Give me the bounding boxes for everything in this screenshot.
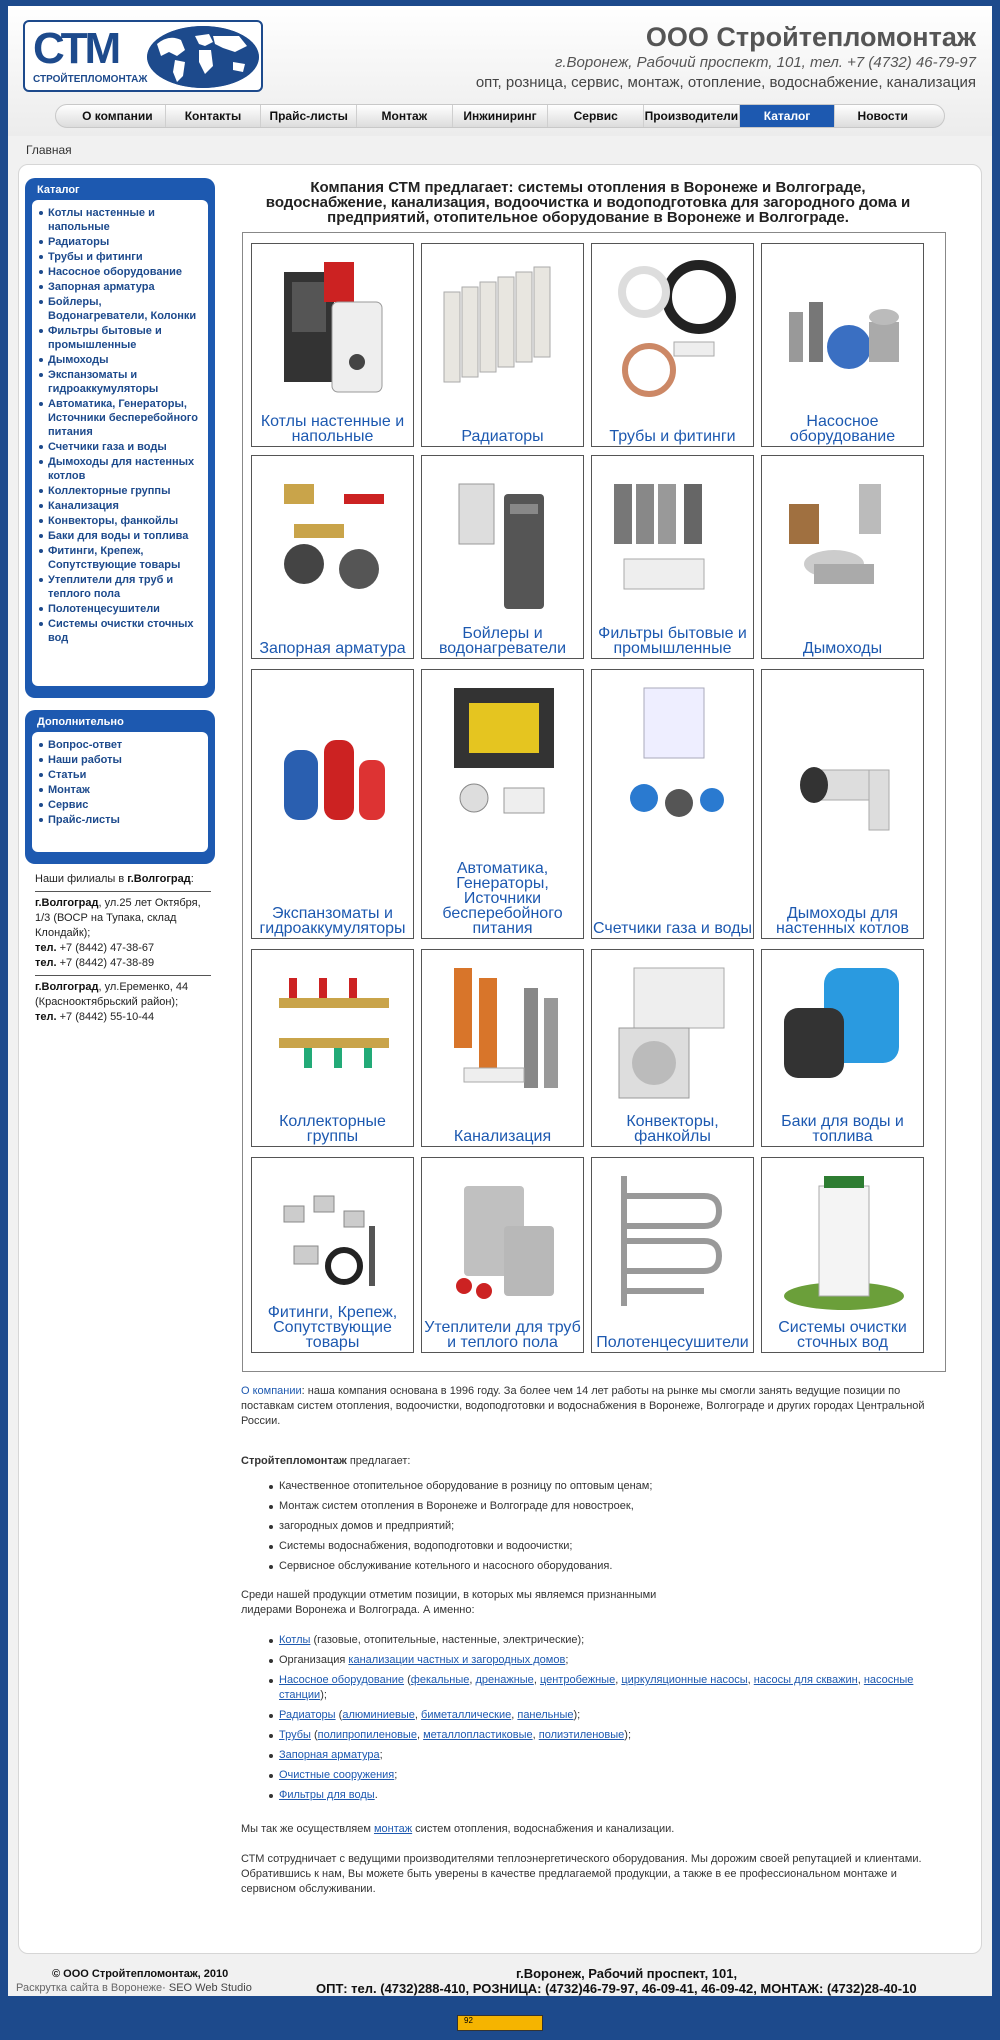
product-list-item: Запорная арматура; <box>269 1748 941 1763</box>
footer-address: г.Воронеж, Рабочий проспект, 101, <box>516 1966 738 1981</box>
nav-manufacturers[interactable]: Производители <box>644 105 740 127</box>
branch-1: г.Волгоград, ул.25 лет Октября, 1/3 (ВОСР на Тупака, склад Клондайк); тел. +7 (8442) 47-38-67 тел. +7 (8442) 47-38-89 <box>35 897 201 969</box>
catalog-item[interactable]: Дымоходы <box>38 353 202 367</box>
extra-item[interactable]: Вопрос-ответ <box>38 738 202 752</box>
product-card-boilers[interactable] <box>251 243 414 447</box>
closing-paragraph: СТМ сотрудничает с ведущими производителями теплоэнергетического оборудования. Мы дорожим своей репутацией и клиентами. Обратившись к нам, Вы можете быть уверены в качестве предлагаемой продукции, а также в ее профессиональном монтаже и сервисном обслуживании. <box>241 1853 922 1895</box>
site-header <box>8 6 992 136</box>
site-footer <box>8 1964 992 1996</box>
sewage-link[interactable]: канализации частных и загородных домов <box>348 1654 566 1666</box>
kotly-link[interactable]: Котлы <box>279 1634 311 1646</box>
nav-installation[interactable]: Монтаж <box>357 105 453 127</box>
water-filters-link[interactable]: Фильтры для воды <box>279 1789 375 1801</box>
catalog-item[interactable]: Баки для воды и топлива <box>38 529 202 543</box>
product-label: Конвекторы, фанкойлы <box>626 1113 719 1145</box>
extra-item[interactable]: Статьи <box>38 768 202 782</box>
product-list-item: Насосное оборудование (фекальные, дренажные, центробежные, циркуляционные насосы, насосы для скважин, насосные станции); <box>269 1673 941 1703</box>
branch-2: г.Волгоград, ул.Еременко, 44 (Краснооктябрьский район); тел. +7 (8442) 55-10-44 <box>35 981 189 1023</box>
coaxial-chimney-icon <box>774 710 912 860</box>
product-label: Системы очистки сточных вод <box>778 1319 907 1351</box>
product-card-tanks[interactable] <box>761 949 924 1147</box>
extra-item[interactable]: Наши работы <box>38 753 202 767</box>
catalog-item[interactable]: Фильтры бытовые и промышленные <box>38 324 202 352</box>
extra-item[interactable]: Сервис <box>38 798 202 812</box>
pipes-pp-link[interactable]: полипропиленовые <box>317 1729 417 1741</box>
product-list-item: Очистные сооружения; <box>269 1768 941 1783</box>
catalog-item[interactable]: Котлы настенные и напольные <box>38 206 202 234</box>
product-card-towel-dryers[interactable] <box>591 1157 754 1353</box>
about-paragraph: О компании: наша компания основана в 1996 году. За более чем 14 лет работы на рынке мы смогли занять ведущие позиции по поставкам систем отопления, водоочистки, водоподготовки и водоснабжения в Воронеже, Волгограде и других городах Центральной России. <box>241 1385 925 1427</box>
leaders-paragraph: Среди нашей продукции отметим позиции, в которых мы являемся признанными лидерами Воронежа и Волгограда. А именно: <box>241 1589 657 1616</box>
pumps-link[interactable]: Насосное оборудование <box>279 1674 405 1686</box>
catalog-item[interactable]: Экспанзоматы и гидроаккумуляторы <box>38 368 202 396</box>
pumps-fecal-link[interactable]: фекальные <box>410 1674 470 1686</box>
breadcrumb[interactable]: Главная <box>26 143 72 157</box>
nav-catalog[interactable]: Каталог <box>740 105 836 127</box>
seo-credit: Раскрутка сайта в Воронеже· SEO Web Studio <box>16 1982 252 1994</box>
product-list-item: Радиаторы (алюминиевые, биметаллические, панельные); <box>269 1708 941 1723</box>
catalog-panel-title: Каталог <box>37 184 80 196</box>
branches <box>35 872 211 1025</box>
product-label: Коллекторные группы <box>279 1113 386 1145</box>
septic-icon <box>774 1166 912 1316</box>
manifold-icon <box>264 958 402 1108</box>
extra-list <box>32 732 208 852</box>
product-card-fittings[interactable] <box>251 1157 414 1353</box>
sewage-pipe-icon <box>434 958 572 1108</box>
tank-icon <box>264 710 402 860</box>
main-nav <box>55 104 945 128</box>
product-card-chimneys[interactable] <box>761 455 924 659</box>
product-label: Дымоходы для настенных котлов <box>775 905 909 937</box>
catalog-item[interactable]: Утеплители для труб и теплого пола <box>38 573 202 601</box>
product-label: Трубы и фитинги <box>609 428 736 445</box>
radiators-panel-link[interactable]: панельные <box>517 1709 574 1721</box>
product-card-expansion-tanks[interactable] <box>251 669 414 939</box>
products-list <box>241 1633 941 1808</box>
product-list-item: Трубы (полипропиленовые, металлопластиковые, полиэтиленовые); <box>269 1728 941 1743</box>
product-card-convectors[interactable] <box>591 949 754 1147</box>
pumps-station-link[interactable]: насосные станции <box>279 1674 914 1701</box>
insulation-icon <box>434 1166 572 1316</box>
boiler-icon <box>264 252 402 402</box>
page <box>8 6 992 1996</box>
offer-item: Монтаж систем отопления в Воронеже и Волгограде для новостроек, <box>269 1499 941 1514</box>
pipes-pe-link[interactable]: полиэтиленовые <box>538 1729 625 1741</box>
catalog-item[interactable]: Радиаторы <box>38 235 202 249</box>
catalog-list <box>32 200 208 686</box>
offer-item: загородных домов и предприятий; <box>269 1519 941 1534</box>
catalog-item[interactable]: Полотенцесушители <box>38 602 202 616</box>
product-card-radiators[interactable] <box>421 243 584 447</box>
offer-item: Сервисное обслуживание котельного и насосного оборудования. <box>269 1559 941 1574</box>
catalog-item[interactable]: Системы очистки сточных вод <box>38 617 202 645</box>
catalog-item[interactable]: Трубы и фитинги <box>38 250 202 264</box>
mount-paragraph: Мы так же осуществляем монтаж систем отопления, водоснабжения и канализации. <box>241 1823 675 1835</box>
product-card-sewage[interactable] <box>421 949 584 1147</box>
product-list-item: Организация канализации частных и загородных домов; <box>269 1653 941 1668</box>
catalog-item[interactable]: Бойлеры, Водонагреватели, Колонки <box>38 295 202 323</box>
nav-news[interactable]: Новости <box>857 109 908 123</box>
product-label: Дымоходы <box>802 640 883 657</box>
pipes-metal-plastic-link[interactable]: металлопластиковые <box>423 1729 533 1741</box>
product-label: Автоматика, Генераторы, Источники бесперебойного питания <box>442 860 563 937</box>
product-label: Полотенцесушители <box>596 1334 749 1351</box>
catalog-item[interactable]: Дымоходы для настенных котлов <box>38 455 202 483</box>
product-card-coaxial-chimneys[interactable] <box>761 669 924 939</box>
extra-item[interactable]: Прайс-листы <box>38 813 202 827</box>
towel-dryer-icon <box>604 1166 742 1316</box>
product-card-meters[interactable] <box>591 669 754 939</box>
logo[interactable] <box>23 20 263 92</box>
radiators-bimetal-link[interactable]: биметаллические <box>421 1709 512 1721</box>
extra-panel <box>25 710 215 864</box>
pumps-well-link[interactable]: насосы для скважин <box>753 1674 858 1686</box>
about-link[interactable]: О компании <box>241 1385 302 1397</box>
pipe-icon <box>604 252 742 402</box>
catalog-item[interactable]: Счетчики газа и воды <box>38 440 202 454</box>
product-label: Счетчики газа и воды <box>592 920 753 937</box>
catalog-panel <box>25 178 215 698</box>
logo-letters: СТМ <box>33 24 119 73</box>
treatment-link[interactable]: Очистные сооружения <box>279 1769 395 1781</box>
product-label: Канализация <box>453 1128 552 1145</box>
brand-name: Стройтепломонтаж <box>241 1455 347 1467</box>
pump-icon <box>774 252 912 402</box>
pumps-circulation-link[interactable]: циркуляционные насосы <box>621 1674 748 1686</box>
convector-icon <box>604 958 742 1108</box>
catalog-item[interactable]: Конвекторы, фанкойлы <box>38 514 202 528</box>
product-label: Запорная арматура <box>259 640 406 657</box>
visit-counter[interactable]: 92 <box>457 2015 543 2031</box>
radiator-icon <box>434 252 572 402</box>
mount-link[interactable]: монтаж <box>373 1823 413 1835</box>
product-card-pumps[interactable] <box>761 243 924 447</box>
product-card-valves[interactable] <box>251 455 414 659</box>
pumps-centrifugal-link[interactable]: центробежные <box>539 1674 616 1686</box>
globe-icon <box>147 26 259 88</box>
filter-icon <box>604 464 742 614</box>
branches-heading: Наши филиалы в г.Волгоград: <box>35 873 194 885</box>
catalog-item[interactable]: Фитинги, Крепеж, Сопутствующие товары <box>38 544 202 572</box>
seo-link[interactable]: Раскрутка сайта в Воронеже <box>16 1982 163 1994</box>
product-label: Котлы настенные и напольные <box>260 413 405 445</box>
footer-phones: ОПТ: тел. (4732)288-410, РОЗНИЦА: (4732)46-79-97, 46-09-41, 46-09-42, МОНТАЖ: (4732)28-40-10 <box>316 1981 917 1996</box>
catalog-item[interactable]: Насосное оборудование <box>38 265 202 279</box>
nav-contacts[interactable]: Контакты <box>166 105 262 127</box>
product-list-item: Котлы (газовые, отопительные, настенные, электрические); <box>269 1633 941 1648</box>
company-name: ООО Стройтепломонтаж <box>645 22 976 52</box>
water-tank-icon <box>774 958 912 1108</box>
catalog-item[interactable]: Коллекторные группы <box>38 484 202 498</box>
catalog-item[interactable]: Канализация <box>38 499 202 513</box>
product-label: Баки для воды и топлива <box>781 1113 904 1145</box>
offer-item: Качественное отопительное оборудование в розницу по оптовым ценам; <box>269 1479 941 1494</box>
extra-item[interactable]: Монтаж <box>38 783 202 797</box>
product-label: Насосное оборудование <box>789 413 896 445</box>
product-card-water-heaters[interactable] <box>421 455 584 659</box>
product-list-item: Фильтры для воды. <box>269 1788 941 1803</box>
product-card-pipes[interactable] <box>591 243 754 447</box>
main-title: Компания СТМ предлагает: системы отопления в Воронеже и Волгограде, водоснабжение, канализация, водоочистка и водоподготовка для загородного дома и предприятий, отопительное оборудование в Воронеже и Волгограде. <box>265 179 911 226</box>
generator-icon <box>434 678 572 828</box>
nav-service[interactable]: Сервис <box>548 105 644 127</box>
product-label: Радиаторы <box>461 428 544 445</box>
logo-subtitle: СТРОЙТЕПЛОМОНТАЖ <box>33 74 148 85</box>
radiators-aluminium-link[interactable]: алюминиевые <box>342 1709 415 1721</box>
pumps-drainage-link[interactable]: дренажные <box>475 1674 534 1686</box>
extra-panel-title: Дополнительно <box>37 716 124 728</box>
nav-price-lists[interactable]: Прайс-листы <box>261 105 357 127</box>
product-label: Бойлеры и водонагреватели <box>438 625 567 657</box>
company-tagline: опт, розница, сервис, монтаж, отопление, водоснабжение, канализация <box>475 74 976 91</box>
catalog-item[interactable]: Запорная арматура <box>38 280 202 294</box>
product-card-insulation[interactable] <box>421 1157 584 1353</box>
product-label: Утеплители для труб и теплого пола <box>424 1319 581 1351</box>
fitting-icon <box>264 1166 402 1316</box>
product-card-generators[interactable] <box>421 669 584 939</box>
copyright: © ООО Стройтепломонтаж, 2010 <box>52 1968 229 1980</box>
nav-about[interactable]: О компании <box>70 105 166 127</box>
offers-section: Стройтепломонтаж предлагает: Качественное отопительное оборудование в розницу по оптовым ценам; Монтаж систем отопления в Воронеже и Волгограде для новостроек, загородных домов и предприятий; Системы водоснабжения, водоподготовки и водоочистки; Сервисное обслуживание котельного и насосного оборудования. <box>241 1454 941 1579</box>
offer-item: Системы водоснабжения, водоподготовки и водоочистки; <box>269 1539 941 1554</box>
product-card-filters[interactable] <box>591 455 754 659</box>
valves-link[interactable]: Запорная арматура <box>279 1749 380 1761</box>
company-address: г.Воронеж, Рабочий проспект, 101, тел. +7 (4732) 46-79-97 <box>554 54 976 71</box>
water-heater-icon <box>434 464 572 614</box>
product-label: Экспанзоматы и гидроаккумуляторы <box>259 905 406 937</box>
product-grid <box>242 232 946 1372</box>
product-label: Фитинги, Крепеж, Сопутствующие товары <box>267 1304 398 1351</box>
pipes-link[interactable]: Трубы <box>279 1729 311 1741</box>
chimney-icon <box>774 464 912 614</box>
valve-icon <box>264 464 402 614</box>
product-label: Фильтры бытовые и промышленные <box>598 625 747 657</box>
catalog-item[interactable]: Автоматика, Генераторы, Источники бесперебойного питания <box>38 397 202 439</box>
radiators-link[interactable]: Радиаторы <box>279 1709 336 1721</box>
nav-engineering[interactable]: Инжиниринг <box>453 105 549 127</box>
product-card-wastewater[interactable] <box>761 1157 924 1353</box>
meter-icon <box>604 678 742 828</box>
product-card-manifolds[interactable] <box>251 949 414 1147</box>
